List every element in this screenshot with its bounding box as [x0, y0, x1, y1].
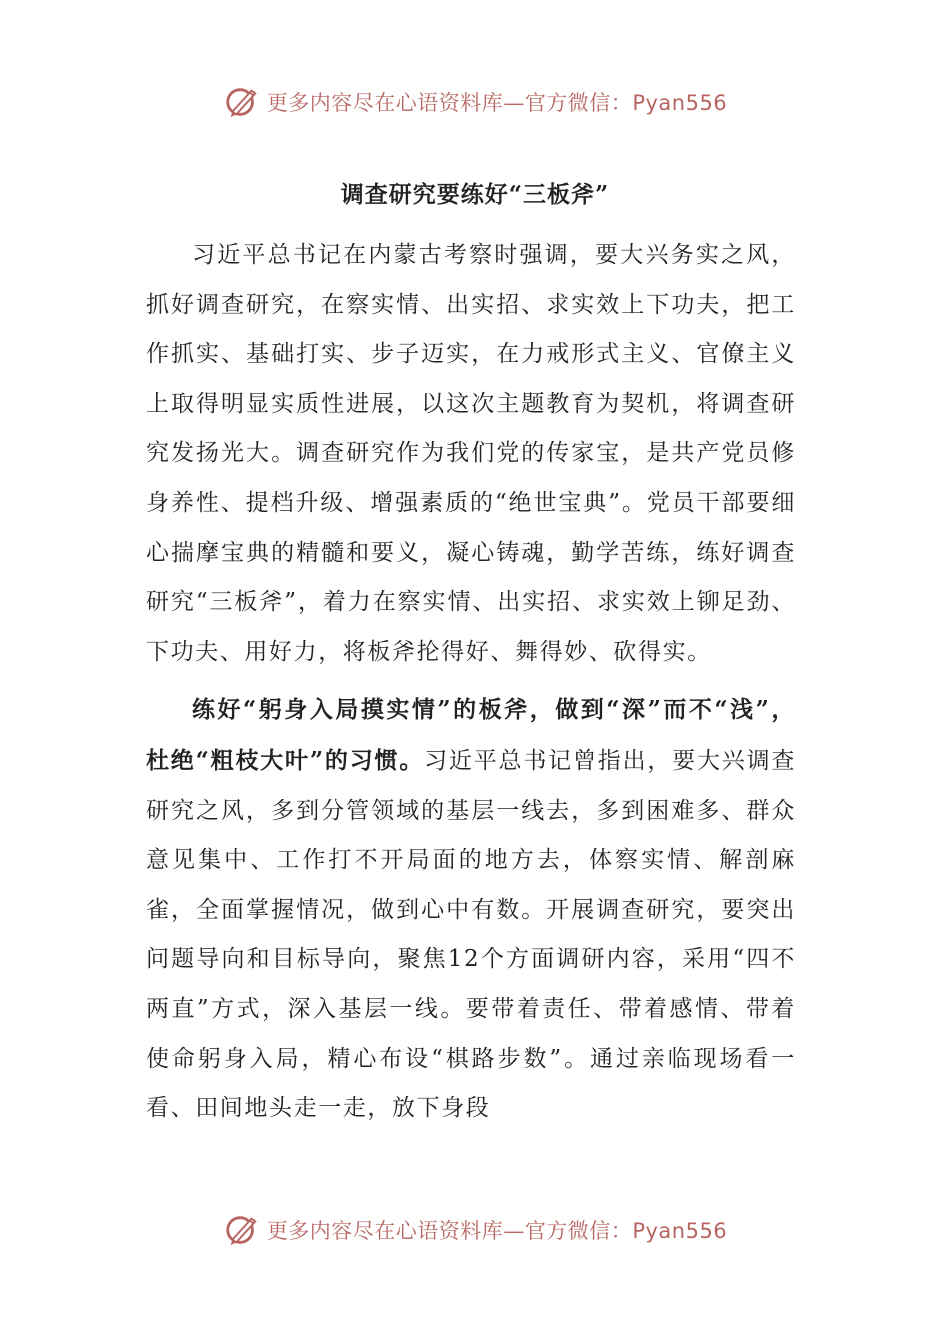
document-title: 调查研究要练好“三板斧”: [340, 181, 610, 208]
banner-slogan: 更多内容尽在心语资料库: [266, 1219, 504, 1243]
paragraph-2: [146, 685, 796, 1133]
banner-text: [267, 1215, 727, 1245]
banner-slogan: 更多内容尽在心语资料库: [266, 91, 504, 115]
banner-separator: —: [503, 1219, 525, 1243]
pen-logo-icon: [223, 1211, 261, 1249]
header-banner: [0, 80, 950, 124]
banner-text: [267, 87, 727, 117]
footer-banner: [0, 1208, 950, 1252]
document-body: [146, 230, 796, 1134]
banner-wechat-id: Pyan556: [632, 1219, 728, 1243]
banner-separator: —: [503, 91, 525, 115]
banner-wechat-label: 官方微信：: [524, 91, 633, 115]
banner-wechat-id: Pyan556: [632, 91, 728, 115]
pen-logo-icon: [223, 83, 261, 121]
banner-wechat-label: 官方微信：: [524, 1219, 633, 1243]
paragraph-1-text: 习近平总书记在内蒙古考察时强调，要大兴务实之风，抓好调查研究，在察实情、出实招、求实效上下功夫，把工作抓实、基础打实、步子迈实，在力戒形式主义、官僚主义上取得明显实质性进展，以这次主题教育为契机，将调查研究发扬光大。调查研究作为我们党的传家宝，是共产党员修身养性、提档升级、增强素质的“绝世宝典”。党员干部要细心揣摩宝典的精髓和要义，凝心铸魂，勤学苦练，练好调查研究“三板斧”，着力在察实情、出实招、求实效上铆足劲、下功夫、用好力，将板斧抡得好、舞得妙、砍得实。: [146, 242, 796, 665]
paragraph-2-text: 习近平总书记曾指出，要大兴调查研究之风，多到分管领域的基层一线去，多到困难多、群众意见集中、工作打不开局面的地方去，体察实情、解剖麻雀，全面掌握情况，做到心中有数。开展调查研究，要突出问题导向和目标导向，聚焦12个方面调研内容，采用“四不两直”方式，深入基层一线。要带着责任、带着感情、带着使命躬身入局，精心布设“棋路步数”。通过亲临现场看一看、田间地头走一走，放下身段: [146, 747, 796, 1122]
paragraph-1: [146, 230, 796, 677]
paragraph-2-lead: 练好“躬身入局摸实情”的板斧，做到“深”而不“浅”，杜绝“粗枝大叶”的习惯。: [146, 696, 796, 774]
